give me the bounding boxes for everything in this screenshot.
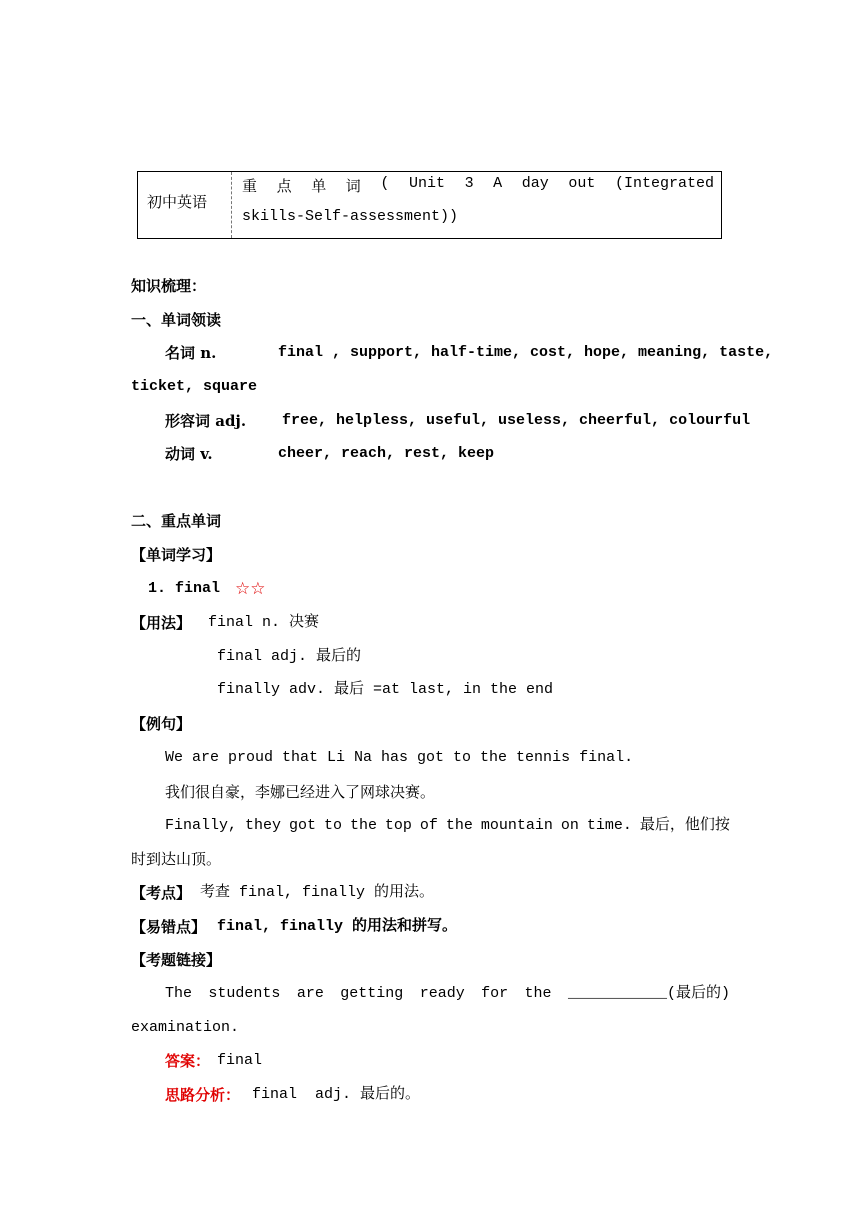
example-en-2-cont: 时到达山顶。	[131, 850, 222, 868]
example-en-2-token-9: on	[560, 817, 579, 834]
question-token-6: the	[524, 985, 552, 1002]
usage-line-2: final adj. 最后的	[217, 648, 362, 665]
subject-label: 初中英语	[147, 193, 208, 211]
analysis-text: final adj. 最后的。	[252, 1086, 421, 1103]
topic-token-10: (Integrated	[614, 175, 714, 192]
question-token-1: students	[208, 985, 281, 1002]
answer-text: final	[217, 1052, 263, 1069]
example-en-2-token-0: Finally,	[165, 817, 238, 834]
topic-token-9: out	[568, 175, 596, 192]
question-token-4: ready	[419, 985, 465, 1002]
topic-line-1	[242, 175, 714, 196]
analysis-label: 思路分析：	[165, 1086, 241, 1104]
adj-label: 形容词 adj.	[165, 412, 247, 430]
subject-cell	[138, 172, 232, 238]
topic-token-4: (	[380, 175, 390, 192]
topic-token-0: 重	[242, 179, 258, 196]
question-cont: examination.	[131, 1019, 240, 1036]
error-label: 【易错点】	[131, 918, 207, 936]
error-text: final, finally 的用法和拼写。	[217, 918, 458, 935]
noun-words: final , support, half-time, cost, hope, meaning, taste,	[278, 344, 774, 361]
example-en-2-token-8: mountain	[480, 817, 553, 834]
example-en-2-token-7: the	[445, 817, 473, 834]
topic-token-2: 单	[311, 179, 327, 196]
example-zh-1: 我们很自豪，李娜已经进入了网球决赛。	[165, 783, 436, 801]
topic-token-1: 点	[276, 179, 292, 196]
noun-label: 名词 n.	[165, 344, 217, 362]
topic-token-7: A	[493, 175, 503, 192]
example-en-1: We are proud that Li Na has got to the tennis final.	[165, 749, 634, 766]
example-label: 【例句】	[131, 715, 192, 733]
topic-token-8: day	[521, 175, 549, 192]
verb-label: 动词 v.	[165, 445, 213, 463]
test-point-label: 【考点】	[131, 884, 192, 902]
verb-words: cheer, reach, rest, keep	[278, 445, 495, 462]
example-en-2-token-3: to	[323, 817, 342, 834]
example-en-2-token-1: they	[244, 817, 281, 834]
word-title: 1. final	[148, 580, 221, 597]
adj-words: free, helpless, useful, useless, cheerful, colourful	[282, 412, 751, 429]
example-en-2-token-11: 最后，他们按	[639, 817, 730, 834]
star-icon: ☆☆	[235, 579, 266, 599]
part2-heading: 二、重点单词	[131, 512, 222, 530]
link-label: 【考题链接】	[131, 951, 222, 969]
section-title: 知识梳理：	[131, 277, 207, 295]
topic-token-6: 3	[464, 175, 474, 192]
usage-line-1: final n. 决赛	[208, 614, 320, 631]
question-line	[165, 984, 730, 1004]
usage-line-3: finally adv. 最后 =at last, in the end	[217, 681, 554, 698]
topic-token-5: Unit	[408, 175, 445, 192]
question-token-3: getting	[340, 985, 404, 1002]
question-token-7: ___________(最后的)	[567, 985, 730, 1002]
answer-label: 答案：	[165, 1052, 211, 1070]
topic-token-3: 词	[345, 179, 361, 196]
example-en-2	[165, 816, 730, 836]
noun-words-cont: ticket, square	[131, 378, 258, 395]
question-token-5: for	[481, 985, 509, 1002]
topic-line-2: skills-Self-assessment))	[242, 208, 459, 225]
test-point-text: 考查 final, finally 的用法。	[200, 884, 435, 901]
question-token-0: The	[165, 985, 193, 1002]
study-label: 【单词学习】	[131, 546, 222, 564]
example-en-2-token-4: the	[349, 817, 377, 834]
question-token-2: are	[296, 985, 324, 1002]
part1-heading: 一、单词领读	[131, 311, 222, 329]
example-en-2-token-10: time.	[586, 817, 632, 834]
example-en-2-token-5: top	[384, 817, 412, 834]
example-en-2-token-6: of	[419, 817, 438, 834]
example-en-2-token-2: got	[288, 817, 316, 834]
header-table	[137, 171, 722, 239]
usage-label: 【用法】	[131, 614, 192, 632]
